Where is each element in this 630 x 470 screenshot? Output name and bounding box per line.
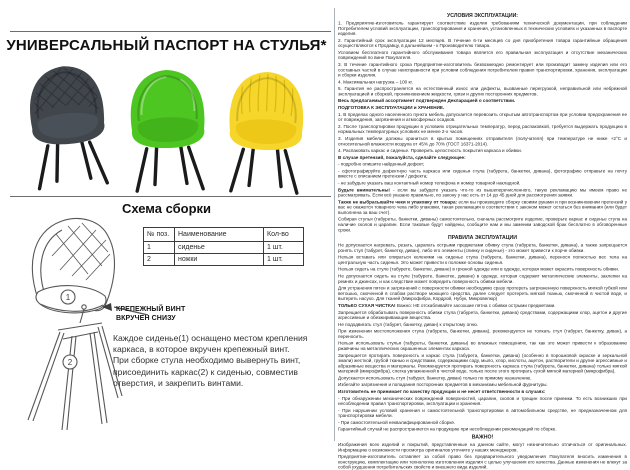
- paragraph: Нельзя вставать или опираться коленями на сиденье стула (табурета, банкетки, дивана), перенося полностью вес тела на центральную часть сиденья. Это может привести к поломке основы сиденья.: [338, 254, 627, 265]
- paragraph: 5. Гарантия не распространяется на естественный износ или дефекты, вызванные перегрузкой, неправильной или небрежной эксплуатацией и сборкой, проникновением жидкости, грязи и других посторонних предметов.: [338, 86, 627, 97]
- paragraph: Изображения всех изделий и покрытий, представленные на данном сайте, могут незначительно отличаться от оригинальных. Информацию о возможности просмотра оригиналов уточните у наших менеджеров.: [338, 442, 627, 453]
- paragraph: Предприятие-изготовитель оставляет за собой право без предварительного уведомления Покупателя вносить изменения в конструкцию, комплектацию или технологию изготовления изделия с целью улучшения его качества. Данные изменения не влекут за собой ухудшения потребительских свойств и внешнего вида изделий.: [338, 454, 627, 470]
- table-cell: 1: [144, 242, 175, 254]
- usage-terms-content: [338, 13, 627, 470]
- table-cell: 1 шт.: [264, 242, 304, 254]
- paragraph: Собирая стулья (табуреты, банкетки, диваны) самостоятельно, сначала рассмотрите изделие, проверьте каркас и сиденье стула на наличие сколов и царапин. Если таковые будут найдены, сообщите нам и мы заменим заводской брак бесплатно в обговоренные сроки.: [338, 216, 627, 233]
- paragraph: 3. Изделия мебели должны храниться в крытых помещениях отправителя (получателя) при температуре не ниже +2°С и относительной влажности воздуха от 45% до 70% (ГОСТ 16371-2014).: [338, 135, 627, 147]
- paragraph: ТОЛЬКО СУХАЯ ЧИСТКА! Важно: НЕ отскабливайте засохшие пятна с обивки острыми предметами.: [338, 302, 556, 308]
- screw-note-line1: КРЕПЕЖНЫЙ ВИНТ: [116, 306, 186, 313]
- parts-table-body: [144, 242, 304, 266]
- paragraph: Допускается использовать стул (табурет, банкетку, диван) только по прямому назначению.: [338, 375, 532, 381]
- paragraph: 2. Гарантийный срок эксплуатации 12 месяцев. В течение 6-ти месяцев со дня приобретения товара гарантийные обращения осуществляются к Продавцу, в дальнейшем - к Производителю товара.: [338, 37, 627, 49]
- paragraph: Нельзя сидеть на стуле (табурете, банкетке, диване) в грязной одежде или в одежде, которая может окрасить поверхность обивки.: [338, 266, 620, 272]
- assembly-instruction-1: Каждое сиденье(1) оснащено местом крепления каркаса, в которое вкручен крепежный винт.: [113, 333, 308, 355]
- paragraph-lead: ТОЛЬКО СУХАЯ ЧИСТКА!: [338, 302, 397, 308]
- table-cell: 2: [144, 254, 175, 266]
- paragraph: - При самостоятельной неквалифицированной сборке.: [338, 419, 456, 425]
- paragraph: Избегайте загрязнения и попадания посторонних предметов в механизмы мебельной фурнитуры.: [338, 382, 548, 388]
- paragraph: - не забудьте указать ваш контактный номер телефона и номер товарной накладной.: [338, 180, 521, 186]
- column-divider: [334, 8, 335, 441]
- table-cell: ножки: [175, 254, 264, 266]
- yellow-chair: [227, 71, 305, 193]
- paragraph: Весь предлагаемый ассортимент подтвержден Декларацией о соответствии.: [338, 98, 516, 104]
- section-usage-conditions: УСЛОВИЯ ЭКСПЛУАТАЦИИ:: [446, 13, 519, 19]
- dark-gray-chair: [25, 61, 111, 189]
- divider-middle: [10, 196, 331, 197]
- page-title: УНИВЕРСАЛЬНЫЙ ПАСПОРТ НА СТУЛЬЯ*: [6, 37, 327, 54]
- section-usage-rules: ПРАВИЛА ЭКСПЛУАТАЦИИ: [448, 235, 517, 241]
- paragraph: Не допускается сидеть на стуле (табурете, банкетке, диване) в одежде, которая содержит металлические элементы, заклепки на ремнях и джинсах, и как следствие может повредить поверхность обивки мебели.: [338, 273, 627, 284]
- paragraph: - При обнаружении механических повреждений поверхностей, царапин, сколов и трещин после приемки. То есть возникших при несоблюдении правил транспортировки, эксплуатации и хранения.: [338, 395, 627, 407]
- paragraph: 4. Максимальная нагрузка – 100 кг.: [338, 79, 413, 85]
- paragraph: - подробно опишите найденный дефект;: [338, 161, 425, 167]
- paragraph-lead: Будьте внимательны!: [338, 187, 393, 193]
- green-chair: [129, 69, 207, 191]
- section-preparation-storage: ПОДГОТОВКА К ЭКСПЛУАТАЦИИ и ХРАНЕНИЕ.: [338, 105, 445, 111]
- paragraph: Будьте внимательны! - если вы забудете указать что-то из вышеперечисленного, такую рекламацию мы имеем право не рассматривать. Если всё указано правильно, по закону у нас есть от 14 до 45 дней для рассмотрения заявки.: [338, 187, 627, 198]
- paragraph: 2. После транспортировки продукции в условиях отрицательных температур, перед распаковкой, требуется выдержать продукцию в нормальных температурных условиях не менее 2-х часов.: [338, 123, 627, 135]
- svg-text:2: 2: [67, 358, 73, 367]
- usage-terms-column: [338, 8, 627, 470]
- paragraph: Для устранения пятен и загрязнений с поверхности обивки необходимо сразу протереть загрязненную поверхность мягкой губкой или ветошью, смоченной в слабом растворе моющего средства, далее следует протереть мягкой тканью, смоченной в чистой воде, и вытереть насухо. Для тканей (Микрофибра, Кордрой, Нубук, Микровелюр): [338, 285, 627, 302]
- paragraph: Гарантийный случай не распространяется на продукцию при несоблюдении рекомендаций по сборке.: [338, 426, 557, 432]
- paragraph: 3. В течение гарантийного срока Предприятие-изготовитель безвозмездно ремонтирует или производит замену изделия или его составных частей в случае неисправности при условии соблюдения потребителем правил транспортировки, хранения, эксплуатации и сборки изделия.: [338, 62, 627, 78]
- col-header-position: № поз.: [144, 228, 175, 242]
- col-header-name: Наименование: [175, 228, 264, 242]
- paragraph-lead: Также не выбрасывайте чеки и упаковку от товара:: [338, 199, 459, 205]
- table-row: [144, 254, 304, 266]
- paragraph: 4. Распаковать каркас и сиденье. Проверить целостность покрытия каркаса и обивки.: [338, 148, 522, 154]
- assembly-instruction-2: При сборке стула необходимо вывернуть винт, присоединить каркас(2) к сиденью, совместив отверстия, и закрепить винтами.: [113, 355, 301, 388]
- screw-note: [116, 306, 185, 324]
- table-cell: сиденье: [175, 242, 264, 254]
- chairs-photo: [12, 56, 317, 194]
- divider-top: [10, 31, 331, 32]
- parts-table-header-row: [144, 228, 304, 242]
- assembly-instructions: [113, 333, 321, 389]
- paragraph: При изменении местоположения стула (табурета, банкетки, дивана), рекомендуется не толкать стул (табурет, банкетку, диван), а переносить.: [338, 328, 627, 339]
- section-important: ВАЖНО!: [471, 434, 494, 441]
- paragraph: Также не выбрасывайте чеки и упаковку от товара: если вы производите сборку своими руками и при возникновении претензий у вас не окажется товарного чека либо упаковки, такая рекламация в соответствии с законом может остаться без внимания (или будет выполнена за ваш счет).: [338, 199, 627, 215]
- paragraph: - При нарушении условий хранения и самостоятельной транспортировки в автомобильном средстве, не предназначенном для транспортировки мебели.: [338, 407, 627, 419]
- paragraph: Запрещается протирать поверхность и каркас стула (табурета, банкетки, дивана) (особенно в порошковой окраске и зеркальной эмали) жесткой, грубой тканью и средствами, содержащими соду, мыло, хлор, кислоты, ацетон, растворители и другие агрессивные и абразивные вещества и материалы. Рекомендуется протирать поверхность каркаса стула (табурета, банкетки, дивана) только мягкой материей (микрофибра), слегка увлажненной в чистой воде, только после этого протирать сухой мягкой материей (микрофибра).: [338, 352, 627, 374]
- paragraph: - сфотографируйте дефектную часть каркаса или сиденья стула (табурета, банкетки, дивана), фотографию отправьте на почту вместе с описанием претензии / дефекта;: [338, 168, 627, 179]
- paragraph: Условием бесплатного гарантийного обслуживания товара является его правильная эксплуатация и отсутствие механических повреждений по вине Покупателя.: [338, 49, 627, 61]
- paragraph: Не допускается нагревать, резать, царапать острыми предметами обивку стула (табурета, банкетки, дивана), а также запрещается ронять стул (табурет, банкетку, диван), либо его элементы (спинку и сиденье) - это может привести к порче обивки.: [338, 242, 627, 253]
- table-row: [144, 242, 304, 254]
- parts-table: [143, 227, 304, 266]
- screw-note-line2: ВКРУЧЕН СНИЗУ: [116, 314, 176, 322]
- assembly-scheme-title: Схема сборки: [121, 201, 212, 216]
- paragraph: Нельзя использовать стулья (табуреты, банкетки, диваны) во влажных помещениях, так как это может привести к образованию ржавчины на металлических окрашенных элементах каркаса.: [338, 340, 627, 351]
- section-claims: В случае претензий, пожалуйста, сделайте следующее:: [338, 154, 466, 160]
- paragraph: Не пододвигать стул (табурет, банкетку, диван) к открытому огню.: [338, 321, 479, 327]
- paragraph: 1. Предприятие-изготовитель гарантирует соответствие изделия требованиям технической документации, при соблюдении Потребителем условий эксплуатации, транспортирования и хранения, установленных в технических условиях и указанных в паспорте изделия.: [338, 20, 627, 37]
- paragraph: 1. В пределах одного населенного пункта мебель допускается перевозить открытым автотранспортом при условии предохранения ее от повреждения, загрязнения и атмосферных осадков.: [338, 111, 627, 123]
- section-manufacturer-liability: Изготовитель не принимает по качеству продукции и не несет ответственности в случаях:: [338, 389, 546, 395]
- table-cell: 1 шт.: [264, 254, 304, 266]
- paragraph: Запрещается обрабатывать поверхность обивки стула (табурета, банкетки, дивана) средствами, содержащими хлор, ацетон и другие агрессивные и обезжиривающие вещества.: [338, 309, 627, 321]
- svg-text:1: 1: [65, 293, 71, 302]
- col-header-qty: Кол-во: [264, 228, 304, 242]
